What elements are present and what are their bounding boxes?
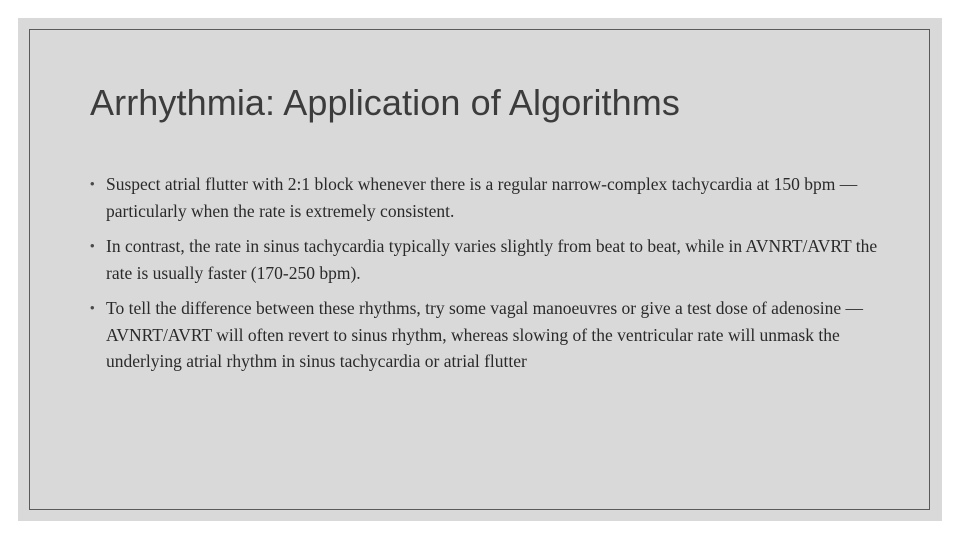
bullet-list xyxy=(90,171,880,384)
bullet-marker: • xyxy=(90,176,95,191)
slide-title: Arrhythmia: Application of Algorithms xyxy=(90,82,680,123)
bullet-marker: • xyxy=(90,238,95,253)
bullet-text: Suspect atrial flutter with 2:1 block whenever there is a regular narrow-complex tachycardia at 150 bpm — particularly when the rate is extremely consistent. xyxy=(106,174,858,221)
bullet-text: To tell the difference between these rhythms, try some vagal manoeuvres or give a test dose of adenosine — AVNRT/AVRT will often revert to sinus rhythm, whereas slowing of the ventricular rate will unmask the underlying atrial rhythm in sinus tachycardia or atrial flutter xyxy=(106,298,864,371)
bullet-text: In contrast, the rate in sinus tachycardia typically varies slightly from beat to beat, while in AVNRT/AVRT the rate is usually faster (170-250 bpm). xyxy=(106,236,878,283)
slide xyxy=(18,18,942,521)
bullet-item xyxy=(90,233,880,286)
bullet-marker: • xyxy=(90,300,95,315)
bullet-item xyxy=(90,171,880,224)
bullet-item xyxy=(90,295,880,375)
